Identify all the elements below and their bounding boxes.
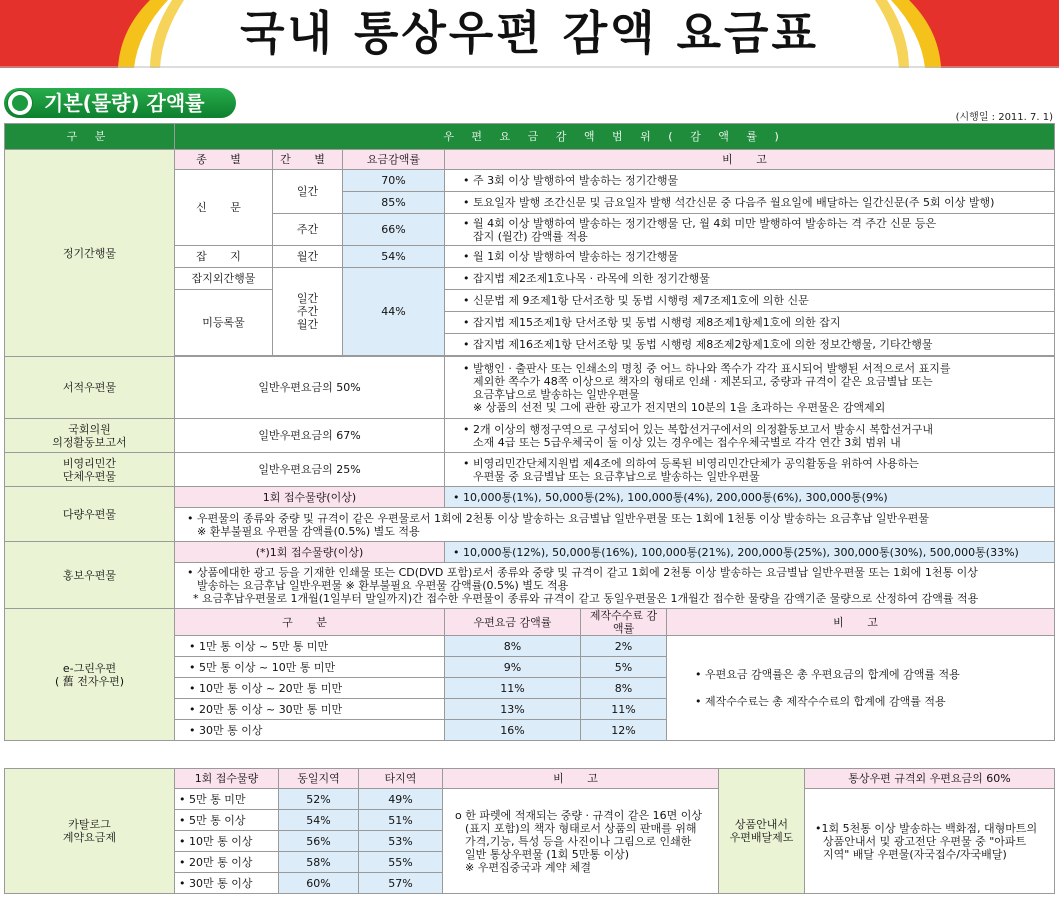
note-text: • 잡지법 제16조제1항 단서조항 및 동법 시행령 제8조제2항제1호에 의한 정보간행물, 기타간행물: [445, 334, 1055, 356]
category-books: 서적우편물: [5, 357, 175, 419]
header-range: 우 편 요 금 감 액 범 위 ( 감 액 률 ): [175, 124, 1055, 150]
postal-rate: 11%: [445, 678, 581, 699]
other-region-rate: 53%: [359, 831, 443, 852]
interval-weekly: 주간: [273, 214, 343, 246]
same-region-rate: 54%: [279, 810, 359, 831]
postal-rate: 8%: [445, 636, 581, 657]
note-line: 제외한 쪽수가 48쪽 이상으로 책자의 형태로 인쇄 · 제본되고, 중량과 규격이 같은 요금별납 또는: [473, 374, 933, 388]
catalog-table: [4, 768, 1055, 894]
production-rate: 11%: [581, 699, 667, 720]
note-line: • 월 4회 이상 발행하여 발송하는 정기간행물 단, 월 4회 미만 발행하여 발송하는 격 주간 신문 등은: [463, 216, 937, 230]
category-line: 우편배달제도: [729, 831, 794, 844]
note-line: 요금후납으로 발송하는 일반우편물: [473, 387, 640, 401]
note-text: • 잡지법 제2조제1호나목 · 라목에 의한 정기간행물: [445, 268, 1055, 290]
note-line: • 상품에대한 광고 등을 기재한 인쇄물 또는 CD(DVD 포함)로서 종류와 중량 및 규격이 같고 1회에 2천통 이상 발송하는 요금별납 일반우편물 또는 1회에 1천통 이상: [187, 566, 978, 579]
note-line: 상품안내서 및 광고전단 우편물 중 "아파트: [823, 834, 1027, 848]
rate-value: 85%: [343, 192, 445, 214]
range-text: • 20만 통 이상 ~ 30만 통 미만: [175, 699, 445, 720]
note-line: • 제작수수료는 총 제작수수료의 합계에 감액률 적용: [695, 695, 946, 708]
rate-value: 54%: [343, 246, 445, 268]
category-line: e-그린우편: [62, 661, 117, 675]
note-line: o 한 파렛에 적재되는 중량 · 규격이 같은 16면 이상: [455, 808, 702, 822]
table-row: [5, 487, 1055, 508]
col-postal-rate: 우편요금 감액률: [445, 609, 581, 636]
col-note: 비 고: [443, 769, 719, 789]
promo-qty-label: (*)1회 접수물량(이상): [175, 542, 445, 563]
qty-text: • 10만 통 이상: [175, 831, 279, 852]
production-rate: 5%: [581, 657, 667, 678]
production-rate: 2%: [581, 636, 667, 657]
same-region-rate: 60%: [279, 873, 359, 894]
category-line: 의정활동보고서: [52, 435, 127, 449]
note-line: • 우편물의 종류와 중량 및 규격이 같은 우편물로서 1회에 2천통 이상 발송하는 요금별납 일반우편물 또는 1회에 1천통 이상 발송하는 요금후납 일반우편물: [187, 511, 929, 525]
note-text: [175, 508, 1055, 542]
note-line: • 우편요금 감액률은 총 우편요금의 합계에 감액률 적용: [695, 668, 960, 681]
category-periodical: 정기간행물: [5, 150, 175, 357]
note-text: [445, 214, 1055, 246]
qty-text: • 5만 통 이상: [175, 810, 279, 831]
qty-text: • 5만 통 미만: [175, 789, 279, 810]
rate-books: 일반우편요금의 50%: [175, 357, 445, 419]
rate-value: 70%: [343, 170, 445, 192]
note-gap: [695, 681, 1050, 695]
other-region-rate: 51%: [359, 810, 443, 831]
col-other-region: 타지역: [359, 769, 443, 789]
note-text: • 잡지법 제15조제1항 단서조항 및 동법 시행령 제8조제1항제1호에 의한 잡지: [445, 312, 1055, 334]
col-production-rate: 제작수수료 감액률: [581, 609, 667, 636]
note-line: 지역" 배달 우편물(자국접수/자국배달): [823, 847, 1007, 861]
interval-daily: 일간: [273, 170, 343, 214]
col-qty: 1회 접수물량: [175, 769, 279, 789]
postal-rate: 9%: [445, 657, 581, 678]
interval-line: 일간: [296, 292, 319, 305]
col-same-region: 동일지역: [279, 769, 359, 789]
note-text: [445, 419, 1055, 453]
qty-text: • 20만 통 이상: [175, 852, 279, 873]
note-line: 소재 4급 또는 5급우체국이 둘 이상 있는 경우에는 접수우체국별로 각각 연간 3회 범위 내: [473, 435, 901, 449]
category-line: 상품안내서: [734, 818, 789, 831]
table-row: [5, 769, 1055, 789]
rate-value: 66%: [343, 214, 445, 246]
note-line: •1회 5천통 이상 발송하는 백화점, 대형마트의: [815, 821, 1038, 835]
category-line: 국회의원: [68, 422, 111, 436]
col-rate: 요금감액률: [343, 150, 445, 170]
table-header-row: [5, 124, 1055, 150]
effective-date: (시행일 : 2011. 7. 1): [955, 112, 1053, 123]
interval-line: 주간: [296, 305, 319, 318]
category-promo: 홍보우편물: [5, 542, 175, 609]
interval-monthly: 월간: [273, 246, 343, 268]
rate-nonprofit: 일반우편요금의 25%: [175, 453, 445, 487]
note-line: ※ 환부불필요 우편물 감액률(0.5%) 별도 적용: [197, 524, 420, 538]
type-unregistered: 미등록물: [175, 290, 273, 356]
category-nonprofit: [5, 453, 175, 487]
note-text: [445, 357, 1055, 419]
postal-rate: 16%: [445, 720, 581, 741]
category-bulk: 다량우편물: [5, 487, 175, 542]
note-line: ※ 우편집중국과 계약 체결: [465, 860, 591, 874]
col-range: 구 분: [175, 609, 445, 636]
table-row: [5, 150, 1055, 170]
other-region-rate: 55%: [359, 852, 443, 873]
bulk-qty: • 10,000통(1%), 50,000통(2%), 100,000통(4%), 200,000통(6%), 300,000통(9%): [445, 487, 1055, 508]
type-magazine: 잡 지: [175, 246, 273, 268]
qty-text: • 30만 통 이상: [175, 873, 279, 894]
section-title: 기본(물량) 감액률: [44, 91, 205, 115]
note-line: 발송하는 요금후납 일반우편물 ※ 환부불필요 우편물 감액률(0.5%) 별도 적용: [197, 579, 569, 592]
same-region-rate: 56%: [279, 831, 359, 852]
note-line: (표지 포함)의 책자 형태로서 상품의 판매를 위해: [465, 821, 697, 835]
range-text: • 5만 통 이상 ~ 10만 통 미만: [175, 657, 445, 678]
other-region-rate: 49%: [359, 789, 443, 810]
col-type: 종 별: [175, 150, 273, 170]
header-category: 구 분: [5, 124, 175, 150]
other-region-rate: 57%: [359, 873, 443, 894]
note-line: • 2개 이상의 행정구역으로 구성되어 있는 복합선거구에서의 의정활동보고서 발송시 복합선거구내: [463, 422, 933, 436]
category-line: 단체우편물: [62, 469, 117, 483]
bulk-qty-label: 1회 접수물량(이상): [175, 487, 445, 508]
category-line: 카탈로그: [68, 818, 111, 831]
note-text: [443, 789, 719, 894]
note-line: 가격,기능, 특성 등을 사진이나 그림으로 인쇄한: [465, 834, 692, 848]
col-note: 비 고: [667, 609, 1055, 636]
range-text: • 30만 통 이상: [175, 720, 445, 741]
table-row: [5, 357, 1055, 419]
rate-value: 44%: [343, 268, 445, 356]
category-line: ( 舊 전자우편): [54, 674, 125, 688]
note-line: 잡지 (월간) 감액률 적용: [473, 229, 588, 243]
range-text: • 1만 통 이상 ~ 5만 통 미만: [175, 636, 445, 657]
table-row: [5, 542, 1055, 563]
same-region-rate: 52%: [279, 789, 359, 810]
note-text: • 월 1회 이상 발행하여 발송하는 정기간행물: [445, 246, 1055, 268]
range-text: • 10만 통 이상 ~ 20만 통 미만: [175, 678, 445, 699]
postal-rate: 13%: [445, 699, 581, 720]
note-line: * 요금후납우편물로 1개월(1일부터 말일까지)간 접수한 우편물이 종류와 규격이 같고 동일우편물은 1개월간 접수한 물량을 감액기준 물량으로 산정하여 감액률 적용: [193, 592, 979, 605]
interval-line: 월간: [296, 318, 319, 331]
table-row: [5, 609, 1055, 636]
category-line: 계약요금제: [62, 831, 117, 844]
guide-note-text: [805, 789, 1055, 894]
note-line: 일반 통상우편물 (1회 5만통 이상): [465, 847, 630, 861]
note-line: • 발행인 · 출판사 또는 인쇄소의 명칭 중 어느 하나와 쪽수가 각각 표시되어 발행된 서적으로서 표지를: [463, 361, 951, 375]
category-guide-delivery: [719, 769, 805, 894]
guide-rate: 통상우편 규격외 우편요금의 60%: [805, 769, 1055, 789]
category-line: 비영리민간: [62, 456, 117, 470]
rate-table: [4, 123, 1055, 741]
note-text: [445, 453, 1055, 487]
title-banner: [0, 0, 1059, 68]
table-row: [5, 453, 1055, 487]
col-note: 비 고: [445, 150, 1055, 170]
interval-multi: [273, 268, 343, 356]
note-line: ※ 상품의 선전 및 그에 관한 광고가 전지면의 10분의 1을 초과하는 우편물은 감액제외: [473, 400, 886, 414]
rate-assembly: 일반우편요금의 67%: [175, 419, 445, 453]
note-text: [175, 563, 1055, 609]
same-region-rate: 58%: [279, 852, 359, 873]
promo-qty: • 10,000통(12%), 50,000통(16%), 100,000통(21%), 200,000통(25%), 300,000통(30%), 500,000통(33%): [445, 542, 1055, 563]
page-title: 국내 통상우편 감액 요금표: [240, 6, 819, 60]
category-catalog: [5, 769, 175, 894]
type-nonmagazine: 잡지외간행물: [175, 268, 273, 290]
category-egreen: [5, 609, 175, 741]
category-assembly: [5, 419, 175, 453]
production-rate: 12%: [581, 720, 667, 741]
type-newspaper: 신 문: [175, 170, 273, 246]
note-text: • 주 3회 이상 발행하여 발송하는 정기간행물: [445, 170, 1055, 192]
note-text: • 토요일자 발행 조간신문 및 금요일자 발행 석간신문 중 다음주 월요일에 배달하는 일간신문(주 5회 이상 발행): [445, 192, 1055, 214]
note-line: 우편물 중 요금별납 또는 요금후납으로 발송하는 일반우편물: [473, 469, 760, 483]
note-text: • 신문법 제 9조제1항 단서조항 및 동법 시행령 제7조제1호에 의한 신문: [445, 290, 1055, 312]
production-rate: 8%: [581, 678, 667, 699]
note-line: • 비영리민간단체지원법 제4조에 의하여 등록된 비영리민간단체가 공익활동을 위하여 사용하는: [463, 456, 919, 470]
col-interval: 간 별: [273, 150, 343, 170]
bullet-circle-icon: [7, 90, 33, 116]
table-row: [5, 419, 1055, 453]
note-text: [667, 636, 1055, 741]
